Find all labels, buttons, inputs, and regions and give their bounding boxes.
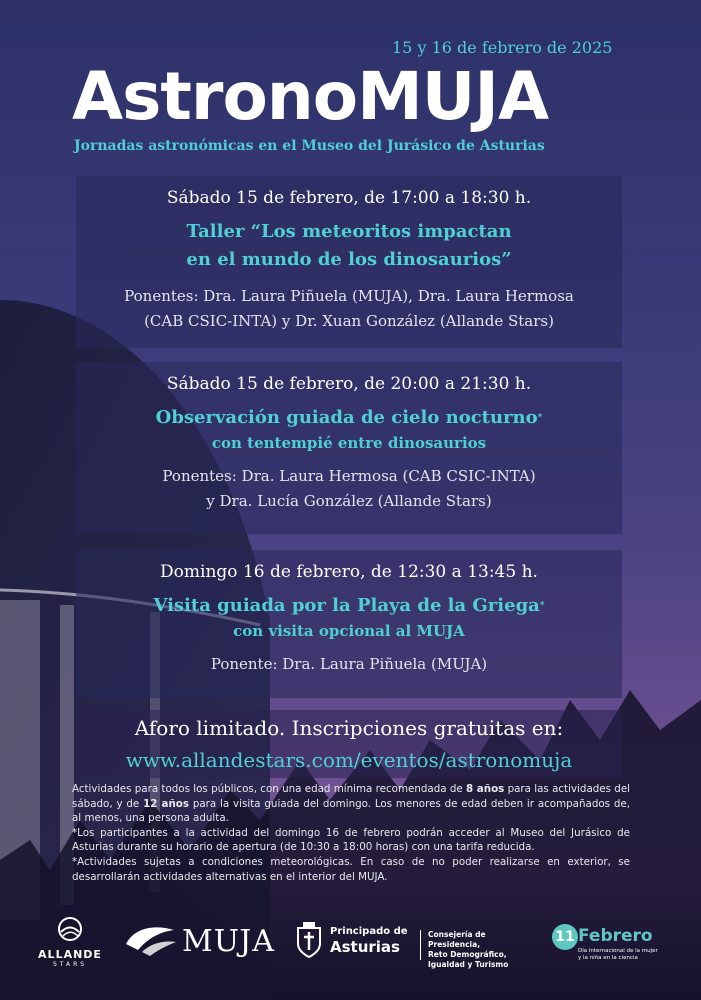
event-2-speakers-line1: Ponentes: Dra. Laura Hermosa (CAB CSIC-INTA) [162, 467, 536, 485]
febrero-word: Febrero [578, 926, 653, 946]
consejeria-line1: Consejería de Presidencia, [428, 930, 486, 949]
febrero-subtext [578, 948, 658, 962]
event-2-when: Sábado 15 de febrero, de 20:00 a 21:30 h. [166, 374, 532, 394]
event-2-title-line1: Observación guiada de cielo nocturno [155, 407, 538, 428]
event-1-title-line1: Taller “Los meteoritos impactan [186, 221, 512, 242]
principado-line2: Asturias [330, 938, 400, 956]
event-2-speakers [76, 464, 622, 514]
febrero-sub-line2: y la niña en la ciencia [578, 955, 638, 961]
asterisk-mark: * [539, 601, 545, 611]
febrero-logo [552, 924, 682, 974]
febrero-sub-line1: Día internacional de la mujer [578, 948, 658, 954]
event-1-when: Sábado 15 de febrero, de 17:00 a 18:30 h. [166, 188, 532, 208]
event-1-speakers-line2: (CAB CSIC-INTA) y Dr. Xuan González (Allande Stars) [144, 312, 554, 330]
consejeria-text [428, 930, 538, 970]
note-1-age-saturday: 8 años [466, 783, 505, 795]
muja-shape-icon [124, 922, 178, 956]
notes [72, 782, 630, 884]
consejeria-line3: Igualdad y Turismo [428, 960, 509, 969]
registration-link[interactable]: www.allandestars.com/eventos/astronomuja [125, 748, 573, 772]
allande-bottom-text: STARS [52, 961, 88, 968]
event-2-title-line2: con tentempié entre dinosaurios [211, 434, 487, 452]
logo-bar [0, 912, 701, 1000]
page-subtitle: Jornadas astronómicas en el Museo del Jurásico de Asturias [74, 138, 545, 154]
muja-logo [124, 922, 274, 962]
event-2-title [76, 404, 622, 432]
principado-line1: Principado de [330, 926, 408, 937]
event-3-title [76, 592, 622, 620]
event-3-speakers-line1: Ponente: Dra. Laura Piñuela (MUJA) [210, 655, 488, 673]
event-1-title [76, 218, 622, 274]
note-1-part-b: para las actividades del sábado, y de [72, 783, 631, 810]
registration-label: Aforo limitado. Inscripciones gratuitas en: [134, 716, 564, 740]
allande-top-text: ALLANDE [38, 948, 102, 961]
consejeria-line2: Reto Demográfico, [428, 950, 507, 959]
asterisk-mark: * [537, 413, 543, 423]
event-1-title-line2: en el mundo de los dinosaurios” [186, 249, 512, 270]
event-3-title-line2: con visita opcional al MUJA [233, 622, 465, 640]
event-card-1 [76, 176, 622, 348]
note-3: *Actividades sujetas a condiciones meteorológicas. En caso de no poder realizarse en exterior, se desarrollarán actividades alternativas en el interior del MUJA. [72, 855, 630, 883]
febrero-number-badge: 11 [552, 924, 578, 950]
event-3-when: Domingo 16 de febrero, de 12:30 a 13:45 h. [160, 562, 538, 582]
note-1-part-a: Actividades para todos los públicos, con una edad mínima recomendada de [72, 783, 467, 795]
note-1 [72, 782, 630, 826]
event-1-speakers [76, 284, 622, 334]
registration-box [76, 710, 622, 778]
asturias-shield-icon [296, 922, 322, 958]
event-1-speakers-line1: Ponentes: Dra. Laura Piñuela (MUJA), Dra. Laura Hermosa [124, 287, 574, 305]
note-1-age-sunday: 12 años [143, 797, 190, 810]
allande-globe-icon [57, 916, 83, 942]
event-3-title-line1: Visita guiada por la Playa de la Griega [153, 595, 540, 616]
principado-logo [296, 922, 416, 968]
note-1-part-c: para la visita guiada del domingo. Los menores de edad deben ir acompañados de, al menos, una persona adulta. [72, 797, 630, 825]
logo-divider [420, 930, 421, 960]
event-3-speakers [76, 652, 622, 677]
page-title: AstronoMUJA [72, 58, 549, 135]
event-date: 15 y 16 de febrero de 2025 [392, 38, 613, 57]
event-card-2 [76, 362, 622, 534]
event-card-3 [76, 550, 622, 698]
allande-stars-logo [30, 916, 110, 976]
event-2-speakers-line2: y Dra. Lucía González (Allande Stars) [206, 492, 492, 510]
note-2: *Los participantes a la actividad del domingo 16 de febrero podrán acceder al Museo del Jurásico de Asturias durante su horario de apertura (de 10:30 a 18:00 horas) con una tarifa reducida. [72, 826, 630, 854]
muja-text: MUJA [182, 924, 275, 959]
